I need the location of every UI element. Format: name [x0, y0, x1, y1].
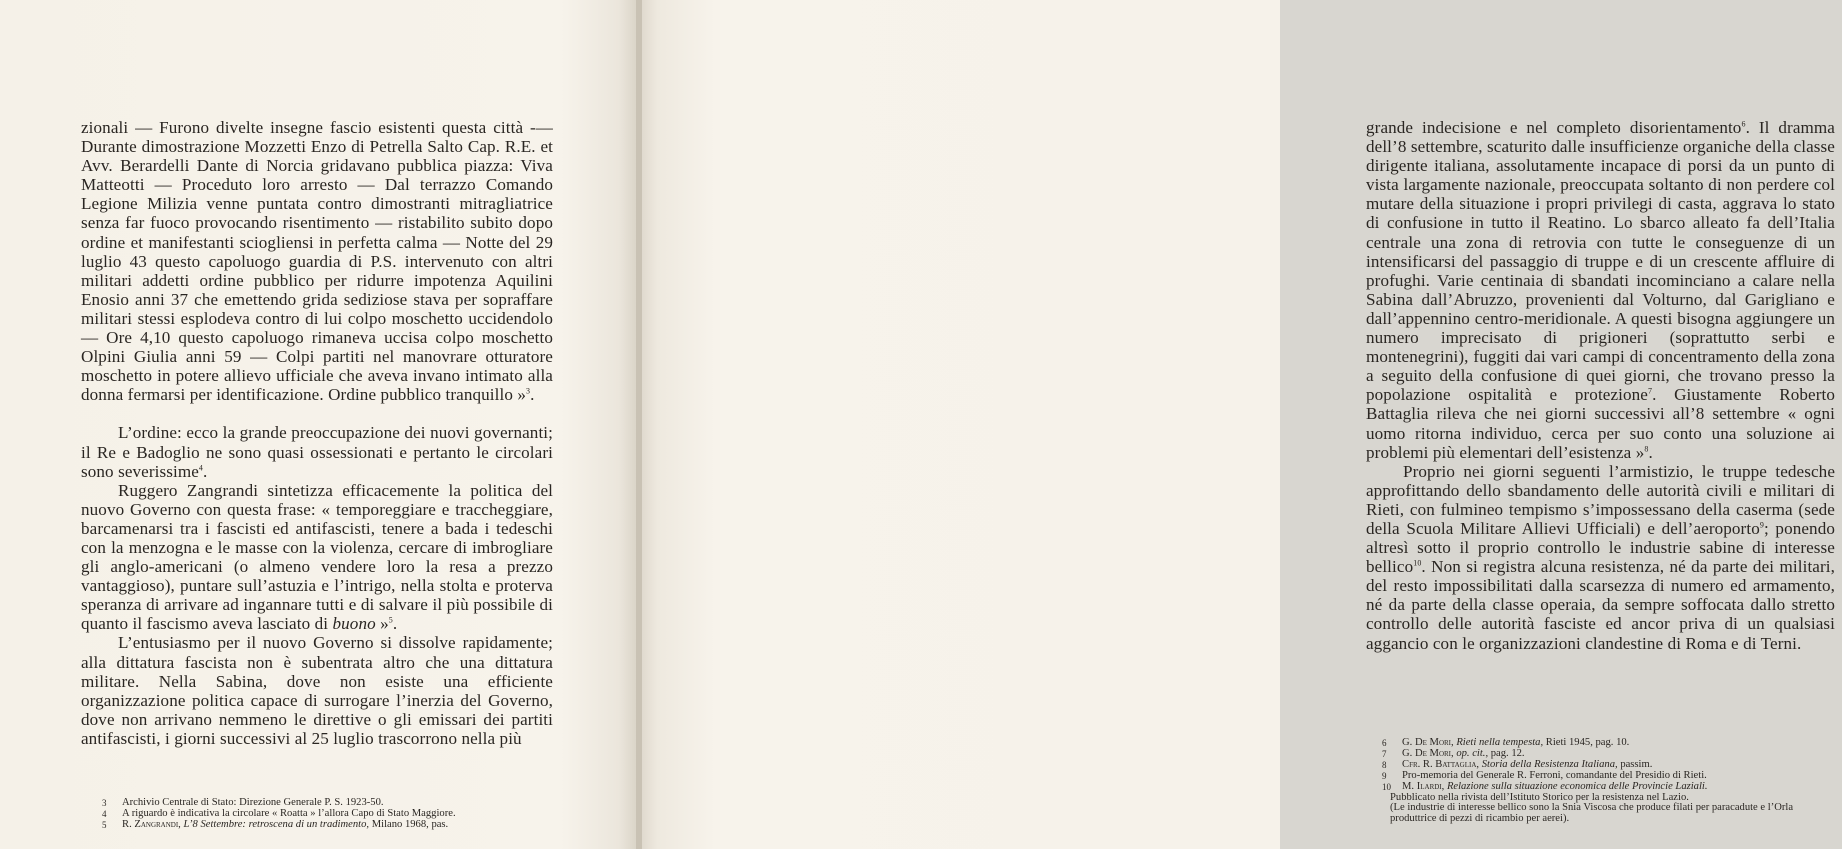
footnote-text: Pro-memoria del Generale R. Ferroni, comandante del Presidio di Rieti.	[1402, 769, 1707, 781]
footnote-number: 10	[1382, 781, 1391, 792]
footnote-number: 5	[102, 819, 107, 830]
paragraph: Ruggero Zangrandi sintetizza efficacemente la politica del nuovo Governo con questa frase: « temporeggiare e traccheggiare, barcamenarsi tra i fascisti ed antifascisti, tenere a bada i tedeschi con la menzogna e le masse con la violenza, cercare di imbrogliare gli anglo-americani (o almeno vendere loro la resa a prezzo vantaggioso), puntare sull’astuzia e l’intrigo, nella stolta e proterva speranza di arrivare ad ingannare tutti e di salvare il più possibile di quanto il fascismo aveva lasciato di buono »$^5$.	[81, 480, 553, 634]
left-page	[0, 0, 638, 849]
paragraph: L’entusiasmo per il nuovo Governo si dissolve rapidamente; alla dittatura fascista non è subentrata altro che una dittatura militare. Nella Sabina, dove non esiste una efficiente organizzazione politica capace di surrogare l’inerzia del Governo, dove non arrivano nemmeno le direttive o gli emissari dei partiti antifascisti, i giorni successivi al 25 luglio trascorrono nella più	[81, 633, 553, 748]
footnote-ref: 4	[198, 462, 204, 472]
paragraph: L’ordine: ecco la grande preoccupazione dei nuovi governanti; il Re e Badoglio ne sono quasi ossessionati e pertanto le circolari sono severissime$^4$.	[81, 423, 553, 481]
footnote-number: 7	[1382, 748, 1387, 759]
footnote-ref: 9	[1759, 520, 1764, 530]
footnote-ref: 3	[526, 386, 531, 396]
footnote-text: G. De Mori, Rieti nella tempesta, Rieti 1945, pag. 10.	[1402, 737, 1630, 748]
footnote-continuation: Pubblicato nella rivista dell’Istituto Storico per la resistenza nel Lazio.	[1390, 791, 1689, 803]
emphasis: buono	[332, 614, 376, 634]
footnote-number: 4	[102, 808, 107, 819]
footnote-ref: 7	[1648, 386, 1653, 396]
footnote-number: 8	[1382, 759, 1387, 770]
right-footnotes	[1382, 738, 1842, 825]
footnote-ref: 10	[1413, 558, 1422, 568]
right-body-text	[1366, 118, 1835, 653]
footnote	[102, 820, 558, 831]
right-page	[638, 0, 1835, 849]
footnote-number: 6	[1382, 738, 1387, 748]
paragraph: Proprio nei giorni seguenti l’armistizio, le truppe tedesche approfittando dello sbandamento delle autorità civili e militari di Rieti, con fulmineo tempismo s’impossessano della caserma (sede della Scuola Militare Allievi Ufficiali) e dell’aeroporto$^9$; ponendo altresì sotto il proprio controllo le industrie sabine di interesse bellico$^{10}$. Non si registra alcuna resistenza, né da parte dei militari, del resto impossibilitati dalla scarsezza di numero ed armamento, né da parte della classe operaia, da sempre soffocata dallo stretto controllo delle autorità fasciste ed ancor priva di un qualsiasi aggancio con le organizzazioni clandestine di Roma e di Terni.	[1366, 461, 1835, 653]
footnote	[1382, 782, 1842, 793]
footnote-number: 9	[1382, 770, 1387, 781]
footnote-continuation: (Le industrie di interesse bellico sono la Snia Viscosa che produce filati per paracadute e l’Orla produttrice di pezzi di ricambio per aerei).	[1390, 802, 1794, 825]
paragraph: zionali — Furono divelte insegne fascio esistenti questa città -— Durante dimostrazione Mozzetti Enzo di Petrella Salto Cap. R.E. et Avv. Berardelli Dante di Norcia gridavano pubblica piazza: Viva Matteotti — Proceduto loro arresto — Dal terrazzo Comando Legione Milizia venne puntata contro dimostranti mitragliatrice senza far fuoco provocando risentimento — ristabilito subito dopo ordine et manifestanti sciogliensi in perfetta calma — Notte del 29 luglio 43 questo capoluogo guardia di P.S. intervenuto con altri militari addetti ordine pubblico per ridurre impotenza Aquilini Enosio anni 37 che emettendo grida sediziose stava per sopraffare militari stessi esplodeva contro di lui colpo moschetto uccidendolo — Ore 4,10 questo capoluogo rimaneva uccisa colpo moschetto Olpini Giulia anni 59 — Colpi partiti nel manovrare otturatore moschetto in potere allievo ufficiale che aveva invano intimato alla donna fermarsi per identificazione. Ordine pubblico tranquillo »$^3$.	[81, 118, 553, 405]
left-body-text	[81, 118, 553, 748]
footnote-text: Cfr. R. Battaglia, Storia della Resistenza Italiana, passim.	[1402, 758, 1653, 770]
paragraph: grande indecisione e nel completo disorientamento$^6$. Il dramma dell’8 settembre, scaturito dalle insufficienze organiche della classe dirigente italiana, assolutamente incapace di porsi da un punto di vista largamente nazionale, preoccupata soltanto di non perdere col mutare della situazione i propri privilegi di casta, aggrava lo stato di confusione in tutto il Reatino. Lo sbarco alleato fa dell’Italia centrale una zona di retrovia con tutte le conseguenze di un intensificarsi del passaggio di truppe e di un crescente affluire di profughi. Varie centinaia di sbandati incominciano a calare nella Sabina dall’Abruzzo, provenienti dal Volturno, dal Garigliano e dall’appennino centro-meridionale. A questi bisogna aggiungere un numero imprecisato di prigioneri (soprattutto serbi e montenegrini), fuggiti dai vari campi di concentramento della zona a seguito della confusione di quei giorni, che trovano presso la popolazione ospitalità e protezione$^7$. Giustamente Roberto Battaglia rileva che nei giorni successivi all’8 settembre « ogni uomo ritorna individuo, cerca per suo conto una soluzione ai problemi più elementari dell’esistenza »$^8$.	[1366, 118, 1835, 462]
footnote-text: Archivio Centrale di Stato: Direzione Generale P. S. 1923-50.	[122, 797, 384, 808]
footnote-text: R. Zangrandi, L’8 Settembre: retroscena di un tradimento, Milano 1968, pas.	[122, 818, 449, 830]
footnote-text: A riguardo è indicativa la circolare « Roatta » l’allora Capo di Stato Maggiore.	[122, 807, 456, 819]
footnote-text: M. Ilardi, Relazione sulla situazione economica delle Provincie Laziali.	[1402, 780, 1708, 792]
footnote-number: 3	[102, 798, 107, 808]
footnote-text: G. De Mori, op. cit., pag. 12.	[1402, 747, 1525, 759]
footnote-ref: 6	[1741, 119, 1746, 129]
book-gutter	[636, 0, 642, 849]
footnote-ref: 8	[1644, 443, 1649, 453]
left-footnotes	[102, 798, 558, 831]
footnote-ref: 5	[388, 615, 393, 625]
